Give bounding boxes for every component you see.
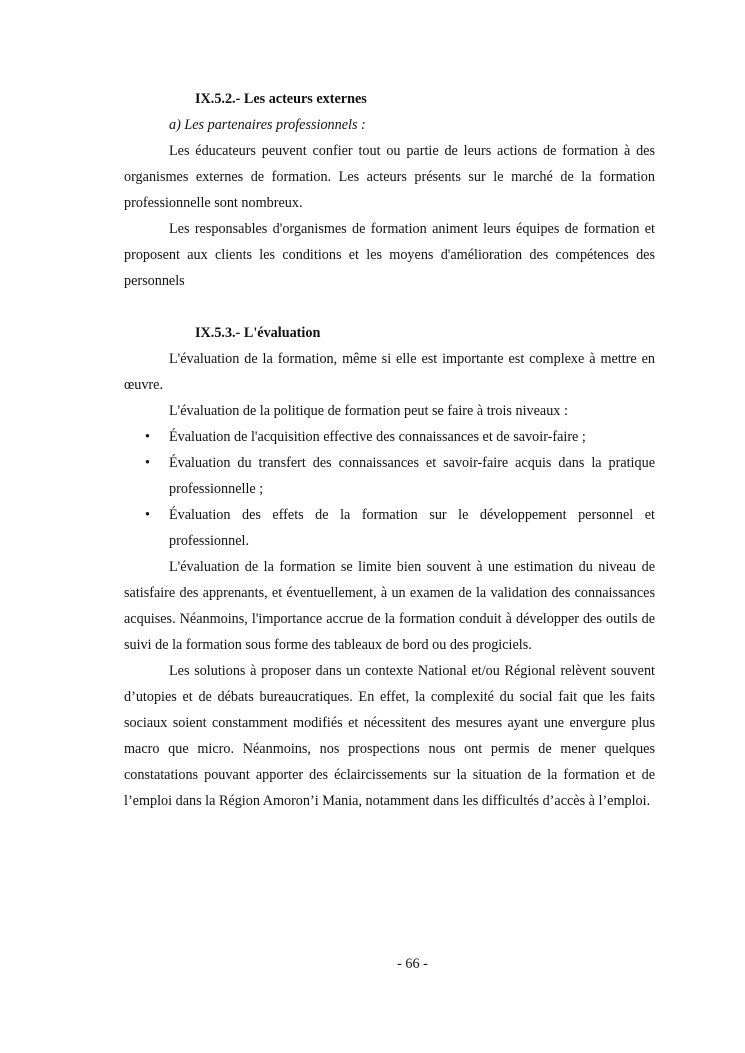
list-item-text: Évaluation des effets de la formation sur le développement personnel et professionnel. <box>169 507 655 549</box>
blank-line <box>124 294 655 320</box>
paragraph: Les éducateurs peuvent confier tout ou partie de leurs actions de formation à des organismes externes de formation. Les acteurs présents sur le marché de la formation professionnelle sont nombreux. <box>124 143 655 211</box>
paragraph: Les solutions à proposer dans un contexte National et/ou Régional relèvent souvent d’utopies et de débats bureaucratiques. En effet, la complexité du social fait que les faits sociaux soient constamment modifiés et nécessitent des mesures ayant une envergure plus macro que micro. Néanmoins, nos prospections nous ont permis de mener quelques constatations pouvant apporter des éclaircissements sur la situation de la formation et de l’emploi dans la Région Amoron’i Mania, notamment dans les difficultés d’accès à l’emploi. <box>124 663 655 809</box>
list-item <box>124 424 655 450</box>
bullet-icon: • <box>145 455 150 471</box>
list-item <box>124 450 655 502</box>
section-heading-evaluation: IX.5.3.- L'évaluation <box>195 325 321 341</box>
bullet-icon: • <box>145 429 150 445</box>
bullet-icon: • <box>145 507 150 523</box>
evaluation-levels-list <box>124 424 655 554</box>
paragraph: L'évaluation de la politique de formation peut se faire à trois niveaux : <box>169 403 568 419</box>
list-item-text: Évaluation du transfert des connaissances et savoir-faire acquis dans la pratique professionnelle ; <box>169 455 655 497</box>
paragraph: Les responsables d'organismes de formation animent leurs équipes de formation et proposent aux clients les conditions et les moyens d'amélioration des compétences des personnels <box>124 221 655 289</box>
page-number: - 66 - <box>397 956 428 972</box>
paragraph: L'évaluation de la formation, même si elle est importante est complexe à mettre en œuvre. <box>124 351 655 393</box>
list-item-text: Évaluation de l'acquisition effective des connaissances et de savoir-faire ; <box>169 429 586 445</box>
paragraph: L'évaluation de la formation se limite bien souvent à une estimation du niveau de satisfaire des apprenants, et éventuellement, à un examen de la validation des connaissances acquises. Néanmoins, l'importance accrue de la formation conduit à développer des outils de suivi de la formation sous forme des tableaux de bord ou des progiciels. <box>124 559 655 653</box>
section-heading-acteurs-externes: IX.5.2.- Les acteurs externes <box>195 91 367 107</box>
document-page <box>124 86 655 814</box>
list-item <box>124 502 655 554</box>
subheading-partenaires: a) Les partenaires professionnels : <box>169 117 366 133</box>
